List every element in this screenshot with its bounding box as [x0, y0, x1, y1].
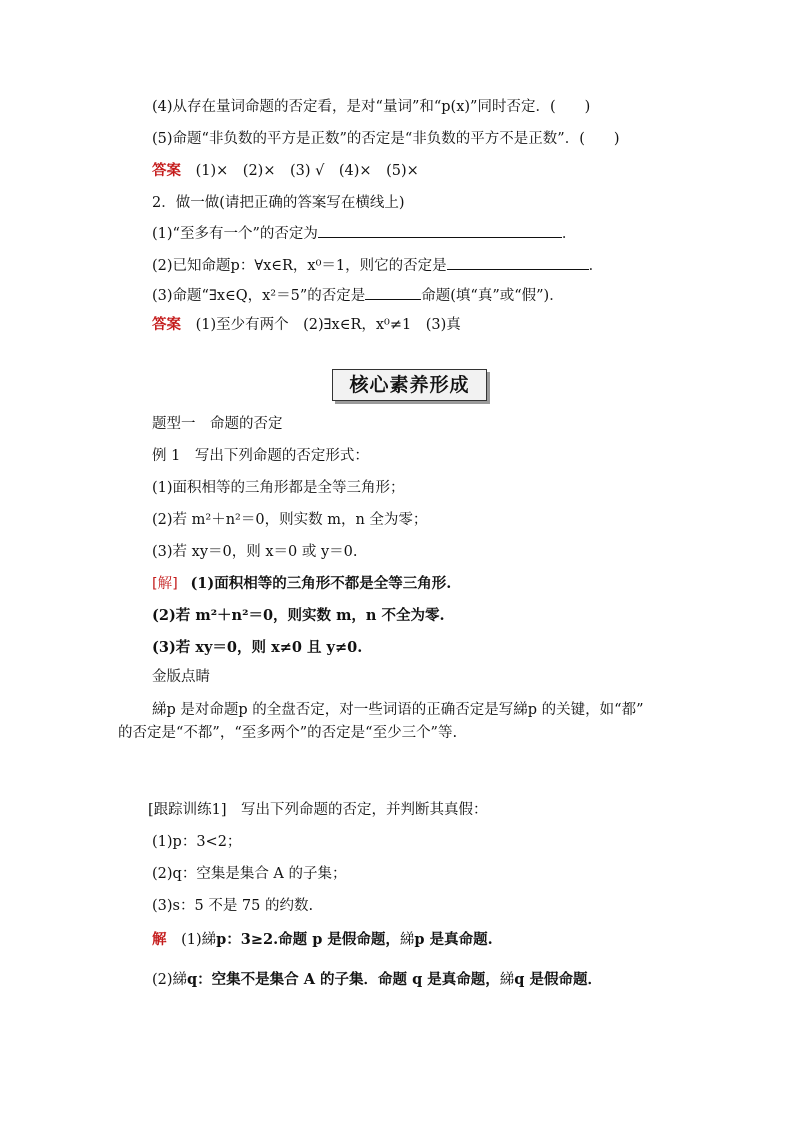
fill-1-suffix: ．	[561, 226, 577, 242]
answer-1-line	[152, 161, 419, 181]
statement-5: (5)命题“非负数的平方是正数”的否定是“非负数的平方不是正数”．( )	[152, 131, 620, 147]
tip-line-1-text-b: p 的关键，如“都”	[527, 702, 644, 718]
fill-3-prefix: (3)命题“∃x∈Q，x²＝5”的否定是	[152, 288, 366, 304]
training-solution-1-text: p：3≥2.命题 p 是假命题，	[216, 931, 400, 948]
answer-2-label: 答案	[152, 317, 181, 333]
training-solution-2-text-c: q 是假命题．	[514, 971, 602, 988]
tip-line-1-text: p 是对命题p 的全盘否定，对一些词语的正确否定是写	[166, 702, 514, 718]
negation-symbol: 綈	[201, 932, 217, 948]
negation-symbol: 綈	[513, 702, 528, 718]
training-solution-1-num: (1)	[181, 932, 202, 948]
negation-symbol: 綈	[399, 932, 415, 948]
training-solution-label: 解	[152, 932, 167, 948]
solution-item-3: (3)若 xy＝0，则 x≠0 且 y≠0.	[152, 639, 363, 656]
training-solution-1	[152, 930, 493, 950]
training-item-2: (2)q：空集是集合 A 的子集；	[152, 866, 347, 882]
fill-2-prefix: (2)已知命题p：∀x∈R，x⁰＝1，则它的否定是	[152, 258, 447, 274]
training-solution-1-text-c: p 是真命题.	[414, 931, 493, 948]
fill-1-prefix: (1)“至多有一个”的否定为	[152, 226, 318, 242]
fill-2-suffix: ．	[588, 258, 604, 274]
type-1-title: 题型一 命题的否定	[152, 416, 283, 432]
fill-3	[152, 285, 564, 306]
solution-item-1: (1)面积相等的三角形不都是全等三角形.	[190, 575, 452, 592]
statement-4: (4)从存在量词命题的否定看，是对“量词”和“p(x)”同时否定．( )	[152, 99, 591, 115]
example-1-item-1: (1)面积相等的三角形都是全等三角形；	[152, 480, 405, 496]
training-item-3: (3)s：5 不是 75 的约数.	[152, 898, 314, 914]
negation-symbol: 綈	[172, 972, 188, 988]
fill-2-blank	[447, 255, 589, 270]
tip-line-1	[152, 700, 644, 720]
training-item-1: (1)p：3<2；	[152, 834, 242, 850]
answer-2-line	[152, 315, 461, 335]
training-solution-2	[152, 970, 602, 990]
tip-line-2: 的否定是“不都”，“至多两个”的否定是“至少三个”等.	[118, 725, 458, 741]
negation-symbol: 綈	[152, 702, 167, 718]
solution-label: [解]	[152, 576, 178, 592]
training-solution-2-num: (2)	[152, 972, 173, 988]
fill-1-blank	[318, 223, 562, 238]
example-1-item-2: (2)若 m²＋n²＝0，则实数 m，n 全为零；	[152, 512, 428, 528]
training-solution-2-text: q：空集不是集合 A 的子集．命题 q 是真命题，	[187, 971, 500, 988]
fill-3-suffix: 命题(填“真”或“假”)．	[421, 288, 564, 304]
example-1-title: 例 1 写出下列命题的否定形式：	[152, 448, 369, 464]
training-title: [跟踪训练1] 写出下列命题的否定，并判断其真假：	[148, 802, 488, 818]
tip-title: 金版点睛	[152, 669, 210, 685]
answer-1-label: 答案	[152, 163, 181, 179]
fill-2	[152, 255, 603, 276]
section-2-title: 2．做一做(请把正确的答案写在横线上)	[152, 195, 405, 211]
section-header-box: 核心素养形成	[332, 369, 487, 401]
fill-3-blank	[365, 285, 421, 300]
solution-item-2: (2)若 m²＋n²＝0，则实数 m，n 不全为零.	[152, 607, 445, 624]
answer-1-text: (1)× (2)× (3) √ (4)× (5)×	[195, 163, 419, 179]
solution-1-line	[152, 574, 451, 594]
answer-2-text: (1)至少有两个 (2)∃x∈R，x⁰≠1 (3)真	[195, 317, 461, 333]
example-1-item-3: (3)若 xy＝0，则 x＝0 或 y＝0.	[152, 544, 358, 560]
negation-symbol: 綈	[499, 972, 515, 988]
fill-1	[152, 223, 576, 244]
